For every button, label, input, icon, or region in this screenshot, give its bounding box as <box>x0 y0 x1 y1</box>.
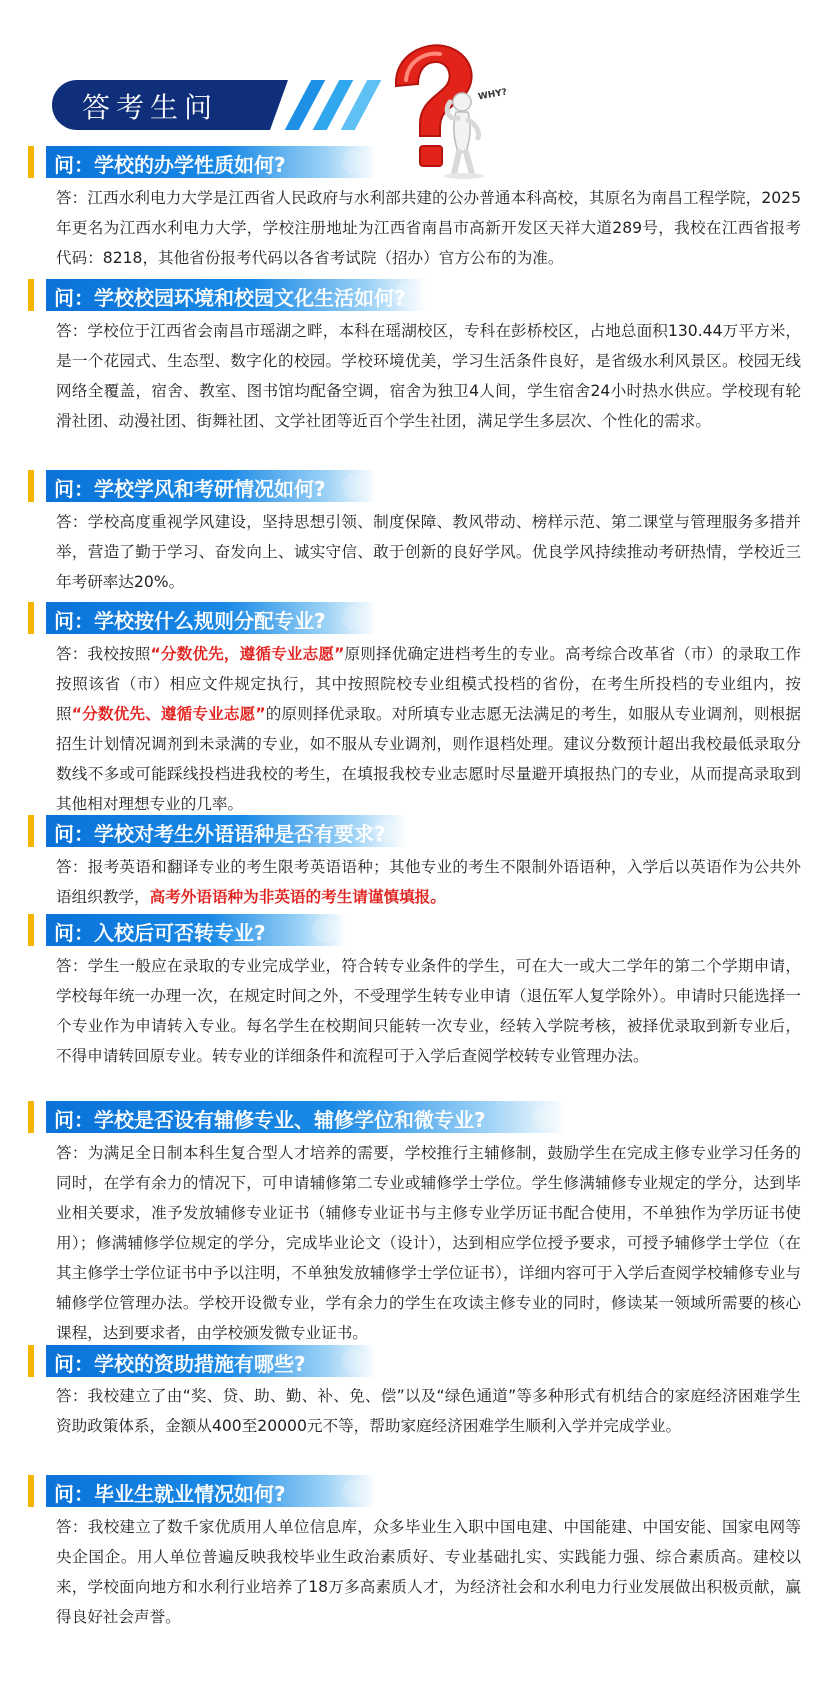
question-header <box>46 470 376 502</box>
question-header <box>46 1101 566 1133</box>
question-text: 问：学校对考生外语语种是否有要求? <box>54 822 386 846</box>
question-text: 问：学校的办学性质如何? <box>54 153 286 177</box>
answer-segment: 答：报考英语和翻译专业的考生限考英语语种；其他专业的考生不限制外语语种，入学后以英语作为公共外语组织教学， <box>56 858 801 906</box>
answer-highlight: 高考外语语种为非英语的考生请谨慎填报。 <box>149 888 446 906</box>
answer-text: 答：我校建立了数千家优质用人单位信息库，众多毕业生入职中国电建、中国能建、中国安能、国家电网等央企国企。用人单位普遍反映我校毕业生政治素质好、专业基础扎实、实践能力强、综合素质高。建校以来，学校面向地方和水利行业培养了18万多高素质人才，为经济社会和水利电力行业发展做出积极贡献，赢得良好社会声誉。 <box>56 1518 801 1626</box>
question-header <box>46 146 376 178</box>
question-accent-bar <box>28 470 34 502</box>
question-accent-bar <box>28 1345 34 1377</box>
question-header <box>46 602 376 634</box>
question-accent-bar <box>28 1475 34 1507</box>
answer-highlight: “分数优先、遵循专业志愿” <box>71 705 266 723</box>
figure-speech-text: WHY? <box>477 87 508 103</box>
question-header <box>46 1345 376 1377</box>
question-text: 问：学校校园环境和校园文化生活如何? <box>54 286 406 310</box>
question-text: 问：学校的资助措施有哪些? <box>54 1352 306 1376</box>
answer-segment: 的原则择优录取。对所填专业志愿无法满足的考生，如服从专业调剂，则根据招生计划情况调剂到未录满的专业，如不服从专业调剂，则作退档处理。建议分数预计超出我校最低录取分数线不多或可能踩线投档进我校的考生，在填报我校专业志愿时尽量避开填报热门的专业，从而提高录取到其他相对理想专业的几率。 <box>56 705 801 813</box>
answer-text <box>56 639 801 819</box>
answer-text: 答：为满足全日制本科生复合型人才培养的需要，学校推行主辅修制，鼓励学生在完成主修专业学习任务的同时，在学有余力的情况下，可申请辅修第二专业或辅修学士学位。学生修满辅修专业规定的学分，达到毕业相关要求，准予发放辅修专业证书（辅修专业证书与主修专业学历证书配合使用，不单独作为学历证书使用）；修满辅修学位规定的学分，完成毕业论文（设计），达到相应学位授予要求，可授予辅修学士学位（在其主修学士学位证书中予以注明，不单独发放辅修学士学位证书），详细内容可于入学后查阅学校辅修专业与辅修学位管理办法。学校开设微专业，学有余力的学生在攻读主修专业的同时，修读某一领域所需要的核心课程，达到要求者，由学校颁发微专业证书。 <box>56 1144 801 1342</box>
question-header <box>46 1475 376 1507</box>
question-text: 问：入校后可否转专业? <box>54 921 266 945</box>
question-text: 问：毕业生就业情况如何? <box>54 1482 286 1506</box>
question-mark-figure-icon <box>382 40 512 180</box>
answer-segment: 答：我校按照 <box>56 645 151 663</box>
question-accent-bar <box>28 602 34 634</box>
question-accent-bar <box>28 1101 34 1133</box>
answer-segment: 原则择优确定进档考生的专业。高考综合改革省（市）的录取工作按照该省（市）相应文件规定执行，其中按照院校专业组模式投档的省份，在考生所投档的专业组内，按照 <box>56 645 801 723</box>
question-accent-bar <box>28 815 34 847</box>
question-text: 问：学校学风和考研情况如何? <box>54 477 326 501</box>
answer-text: 答：学生一般应在录取的专业完成学业，符合转专业条件的学生，可在大一或大二学年的第二个学期申请，学校每年统一办理一次，在规定时间之外，不受理学生转专业申请（退伍军人复学除外）。申请时只能选择一个专业作为申请转入专业。每名学生在校期间只能转一次专业，经转入学院考核，被择优录取到新专业后，不得申请转回原专业。转专业的详细条件和流程可于入学后查阅学校转专业管理办法。 <box>56 957 801 1065</box>
question-text: 问：学校是否设有辅修专业、辅修学位和微专业? <box>54 1108 486 1132</box>
question-accent-bar <box>28 146 34 178</box>
question-text: 问：学校按什么规则分配专业? <box>54 609 326 633</box>
answer-text: 答：我校建立了由“奖、贷、助、勤、补、免、偿”以及“绿色通道”等多种形式有机结合的家庭经济困难学生资助政策体系，金额从400至20000元不等，帮助家庭经济困难学生顺利入学并完成学业。 <box>56 1387 801 1435</box>
question-header <box>46 815 406 847</box>
question-header <box>46 914 346 946</box>
answer-text: 答：江西水利电力大学是江西省人民政府与水利部共建的公办普通本科高校，其原名为南昌工程学院，2025年更名为江西水利电力大学，学校注册地址为江西省南昌市高新开发区天祥大道289号，我校在江西省报考代码：8218，其他省份报考代码以各省考试院（招办）官方公布的为准。 <box>56 189 801 267</box>
answer-text: 答：学校高度重视学风建设，坚持思想引领、制度保障、教风带动、榜样示范、第二课堂与管理服务多措并举，营造了勤于学习、奋发向上、诚实守信、敢于创新的良好学风。优良学风持续推动考研热情，学校近三年考研率达20%。 <box>56 513 801 591</box>
question-accent-bar <box>28 914 34 946</box>
answer-text: 答：学校位于江西省会南昌市瑶湖之畔，本科在瑶湖校区，专科在彭桥校区，占地总面积130.44万平方米，是一个花园式、生态型、数字化的校园。学校环境优美，学习生活条件良好，是省级水利风景区。校园无线网络全覆盖，宿舍、教室、图书馆均配备空调，宿舍为独卫4人间，学生宿舍24小时热水供应。学校现有轮滑社团、动漫社团、街舞社团、文学社团等近百个学生社团，满足学生多层次、个性化的需求。 <box>56 322 801 430</box>
question-header <box>46 279 426 311</box>
answer-text <box>56 852 801 912</box>
banner-title: 答考生问 <box>82 91 219 124</box>
section-banner <box>52 80 372 130</box>
answer-highlight: “分数优先，遵循专业志愿” <box>150 645 345 663</box>
question-accent-bar <box>28 279 34 311</box>
